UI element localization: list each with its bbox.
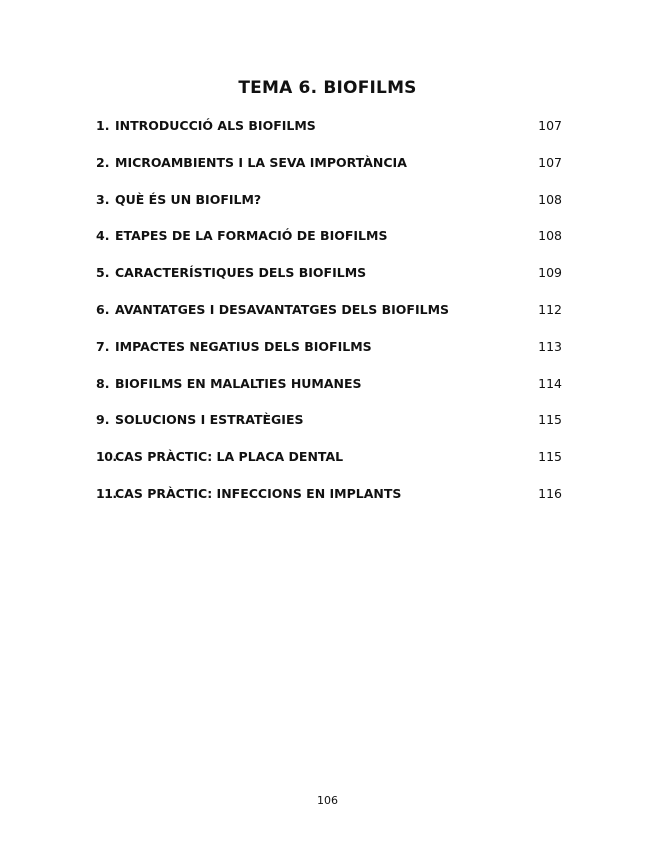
toc-entry bbox=[96, 486, 562, 523]
toc-entry bbox=[96, 155, 562, 192]
toc-entry bbox=[96, 192, 562, 229]
toc-entry-page: 109 bbox=[538, 265, 562, 281]
toc-entry-number: 1. bbox=[96, 118, 110, 133]
toc-entry-title: CAS PRÀCTIC: LA PLACA DENTAL bbox=[115, 449, 344, 465]
toc-entry-title: SOLUCIONS I ESTRATÈGIES bbox=[115, 412, 304, 428]
toc-entry-number: 7. bbox=[96, 338, 110, 354]
page-number: 106 bbox=[317, 794, 338, 807]
toc-entry-page: 107 bbox=[538, 118, 562, 133]
toc-entry-number: 2. bbox=[96, 154, 110, 170]
toc-entry-title: AVANTATGES I DESAVANTATGES DELS BIOFILMS bbox=[115, 301, 450, 317]
toc-entry-title: QUÈ ÉS UN BIOFILM? bbox=[115, 191, 262, 207]
toc-entry-title: BIOFILMS EN MALALTIES HUMANES bbox=[115, 375, 362, 391]
toc-entry bbox=[96, 412, 562, 449]
toc-entry-page: 114 bbox=[538, 375, 562, 391]
toc-entry-title: CARACTERÍSTIQUES DELS BIOFILMS bbox=[115, 265, 367, 281]
table-of-contents bbox=[96, 118, 562, 523]
toc-entry-number: 6. bbox=[96, 301, 110, 317]
toc-entry-number: 3. bbox=[96, 191, 110, 207]
toc-entry-page: 113 bbox=[538, 338, 562, 354]
toc-entry bbox=[96, 302, 562, 339]
toc-entry-number: 8. bbox=[96, 375, 110, 391]
toc-entry-page: 116 bbox=[538, 485, 562, 501]
toc-entry-number: 4. bbox=[96, 228, 110, 244]
toc-entry-number: 5. bbox=[96, 265, 110, 281]
toc-entry bbox=[96, 449, 562, 486]
toc-entry-number: 10. bbox=[96, 449, 117, 465]
toc-entry bbox=[96, 339, 562, 376]
toc-entry-number: 9. bbox=[96, 412, 110, 428]
toc-entry bbox=[96, 376, 562, 413]
toc-entry-number: 11. bbox=[96, 485, 117, 501]
toc-entry bbox=[96, 265, 562, 302]
toc-entry-title: CAS PRÀCTIC: INFECCIONS EN IMPLANTS bbox=[115, 485, 402, 501]
toc-entry-page: 108 bbox=[538, 228, 562, 244]
toc-entry-page: 115 bbox=[538, 449, 562, 465]
toc-entry-page: 107 bbox=[538, 154, 562, 170]
toc-entry-title: ETAPES DE LA FORMACIÓ DE BIOFILMS bbox=[115, 228, 388, 244]
toc-entry-page: 108 bbox=[538, 191, 562, 207]
toc-entry-page: 112 bbox=[538, 301, 562, 317]
toc-entry-page: 115 bbox=[538, 412, 562, 428]
toc-entry-title: INTRODUCCIÓ ALS BIOFILMS bbox=[115, 118, 316, 133]
toc-entry-title: MICROAMBIENTS I LA SEVA IMPORTÀNCIA bbox=[115, 154, 407, 170]
toc-entry-title: IMPACTES NEGATIUS DELS BIOFILMS bbox=[115, 338, 372, 354]
page-title: TEMA 6. BIOFILMS bbox=[238, 78, 417, 98]
toc-entry bbox=[96, 118, 562, 155]
toc-entry bbox=[96, 228, 562, 265]
